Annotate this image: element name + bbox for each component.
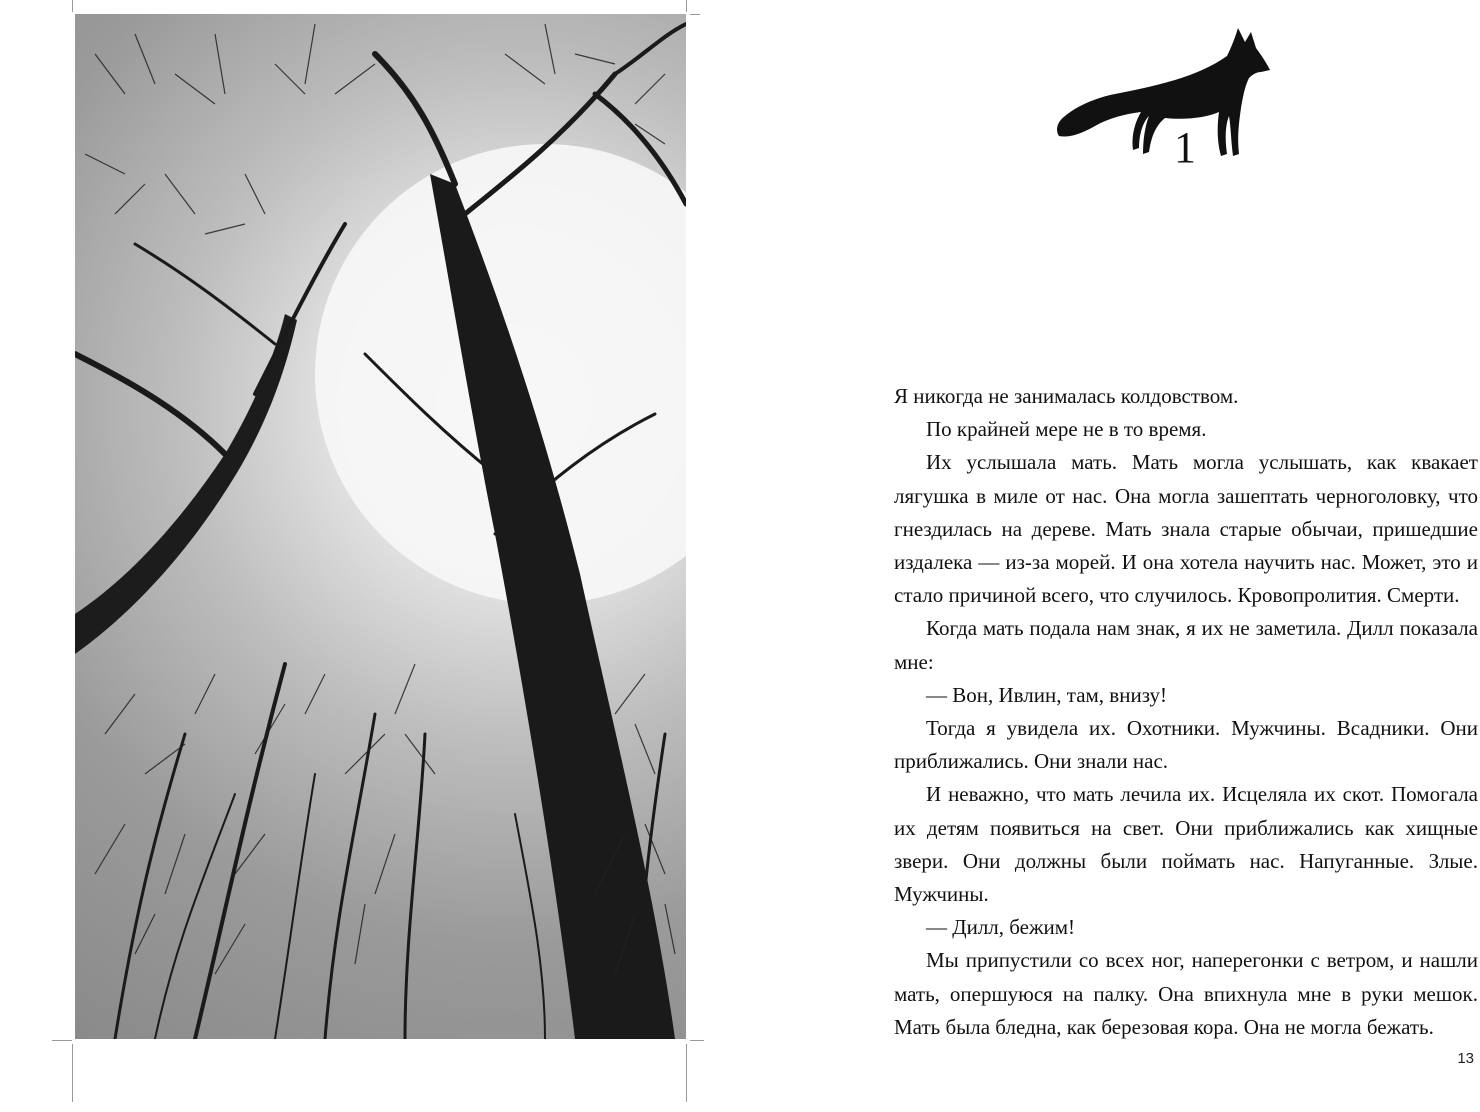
crop-mark <box>690 1040 704 1041</box>
paragraph: — Вон, Ивлин, там, внизу! <box>926 682 1168 707</box>
paragraph: Я никогда не занималась колдовством. <box>894 384 1239 408</box>
forest-canopy-illustration <box>75 14 686 1039</box>
paragraph: И неважно, что мать лечила их. Исцеляла их скот. Помогала их детям появиться на свет. Они приближались как хищные звери. Они должны были поймать нас. Напуганные. Злые. Мужчины. <box>894 782 1478 907</box>
paragraph: Тогда я увидела их. Охотники. Мужчины. Всадники. Они приближались. Они знали нас. <box>894 716 1478 774</box>
crop-mark <box>72 0 73 12</box>
crop-mark <box>52 1040 72 1041</box>
paragraph: Их услышала мать. Мать могла услышать, как квакает лягушка в миле от нас. Она могла зашептать черноголовку, что гнездилась на дереве. Мать знала старые обычаи, пришедшие издалека — из-за морей. И она хотела научить нас. Может, это и стало причиной всего, что случилось. Кровопролития. Смерти. <box>894 450 1478 608</box>
chapter-number: 1 <box>1174 123 1196 172</box>
crop-mark <box>72 1044 73 1102</box>
paragraph: — Дилл, бежим! <box>926 915 1076 940</box>
crop-mark <box>686 1044 687 1102</box>
page-number: 13 <box>1457 1050 1474 1067</box>
paragraph: Мы припустили со всех ног, наперегонки с ветром, и нашли мать, опершуюся на палку. Она впихнула мне в руки мешок. Мать была бледна, как березовая кора. Она не могла бежать. <box>894 948 1478 1039</box>
paragraph: Когда мать подала нам знак, я их не заметила. Дилл показала мне: <box>894 616 1478 674</box>
chapter-body-text <box>894 380 1478 1044</box>
crop-mark <box>690 14 700 15</box>
crop-mark <box>686 0 687 12</box>
paragraph: По крайней мере не в то время. <box>926 417 1207 442</box>
